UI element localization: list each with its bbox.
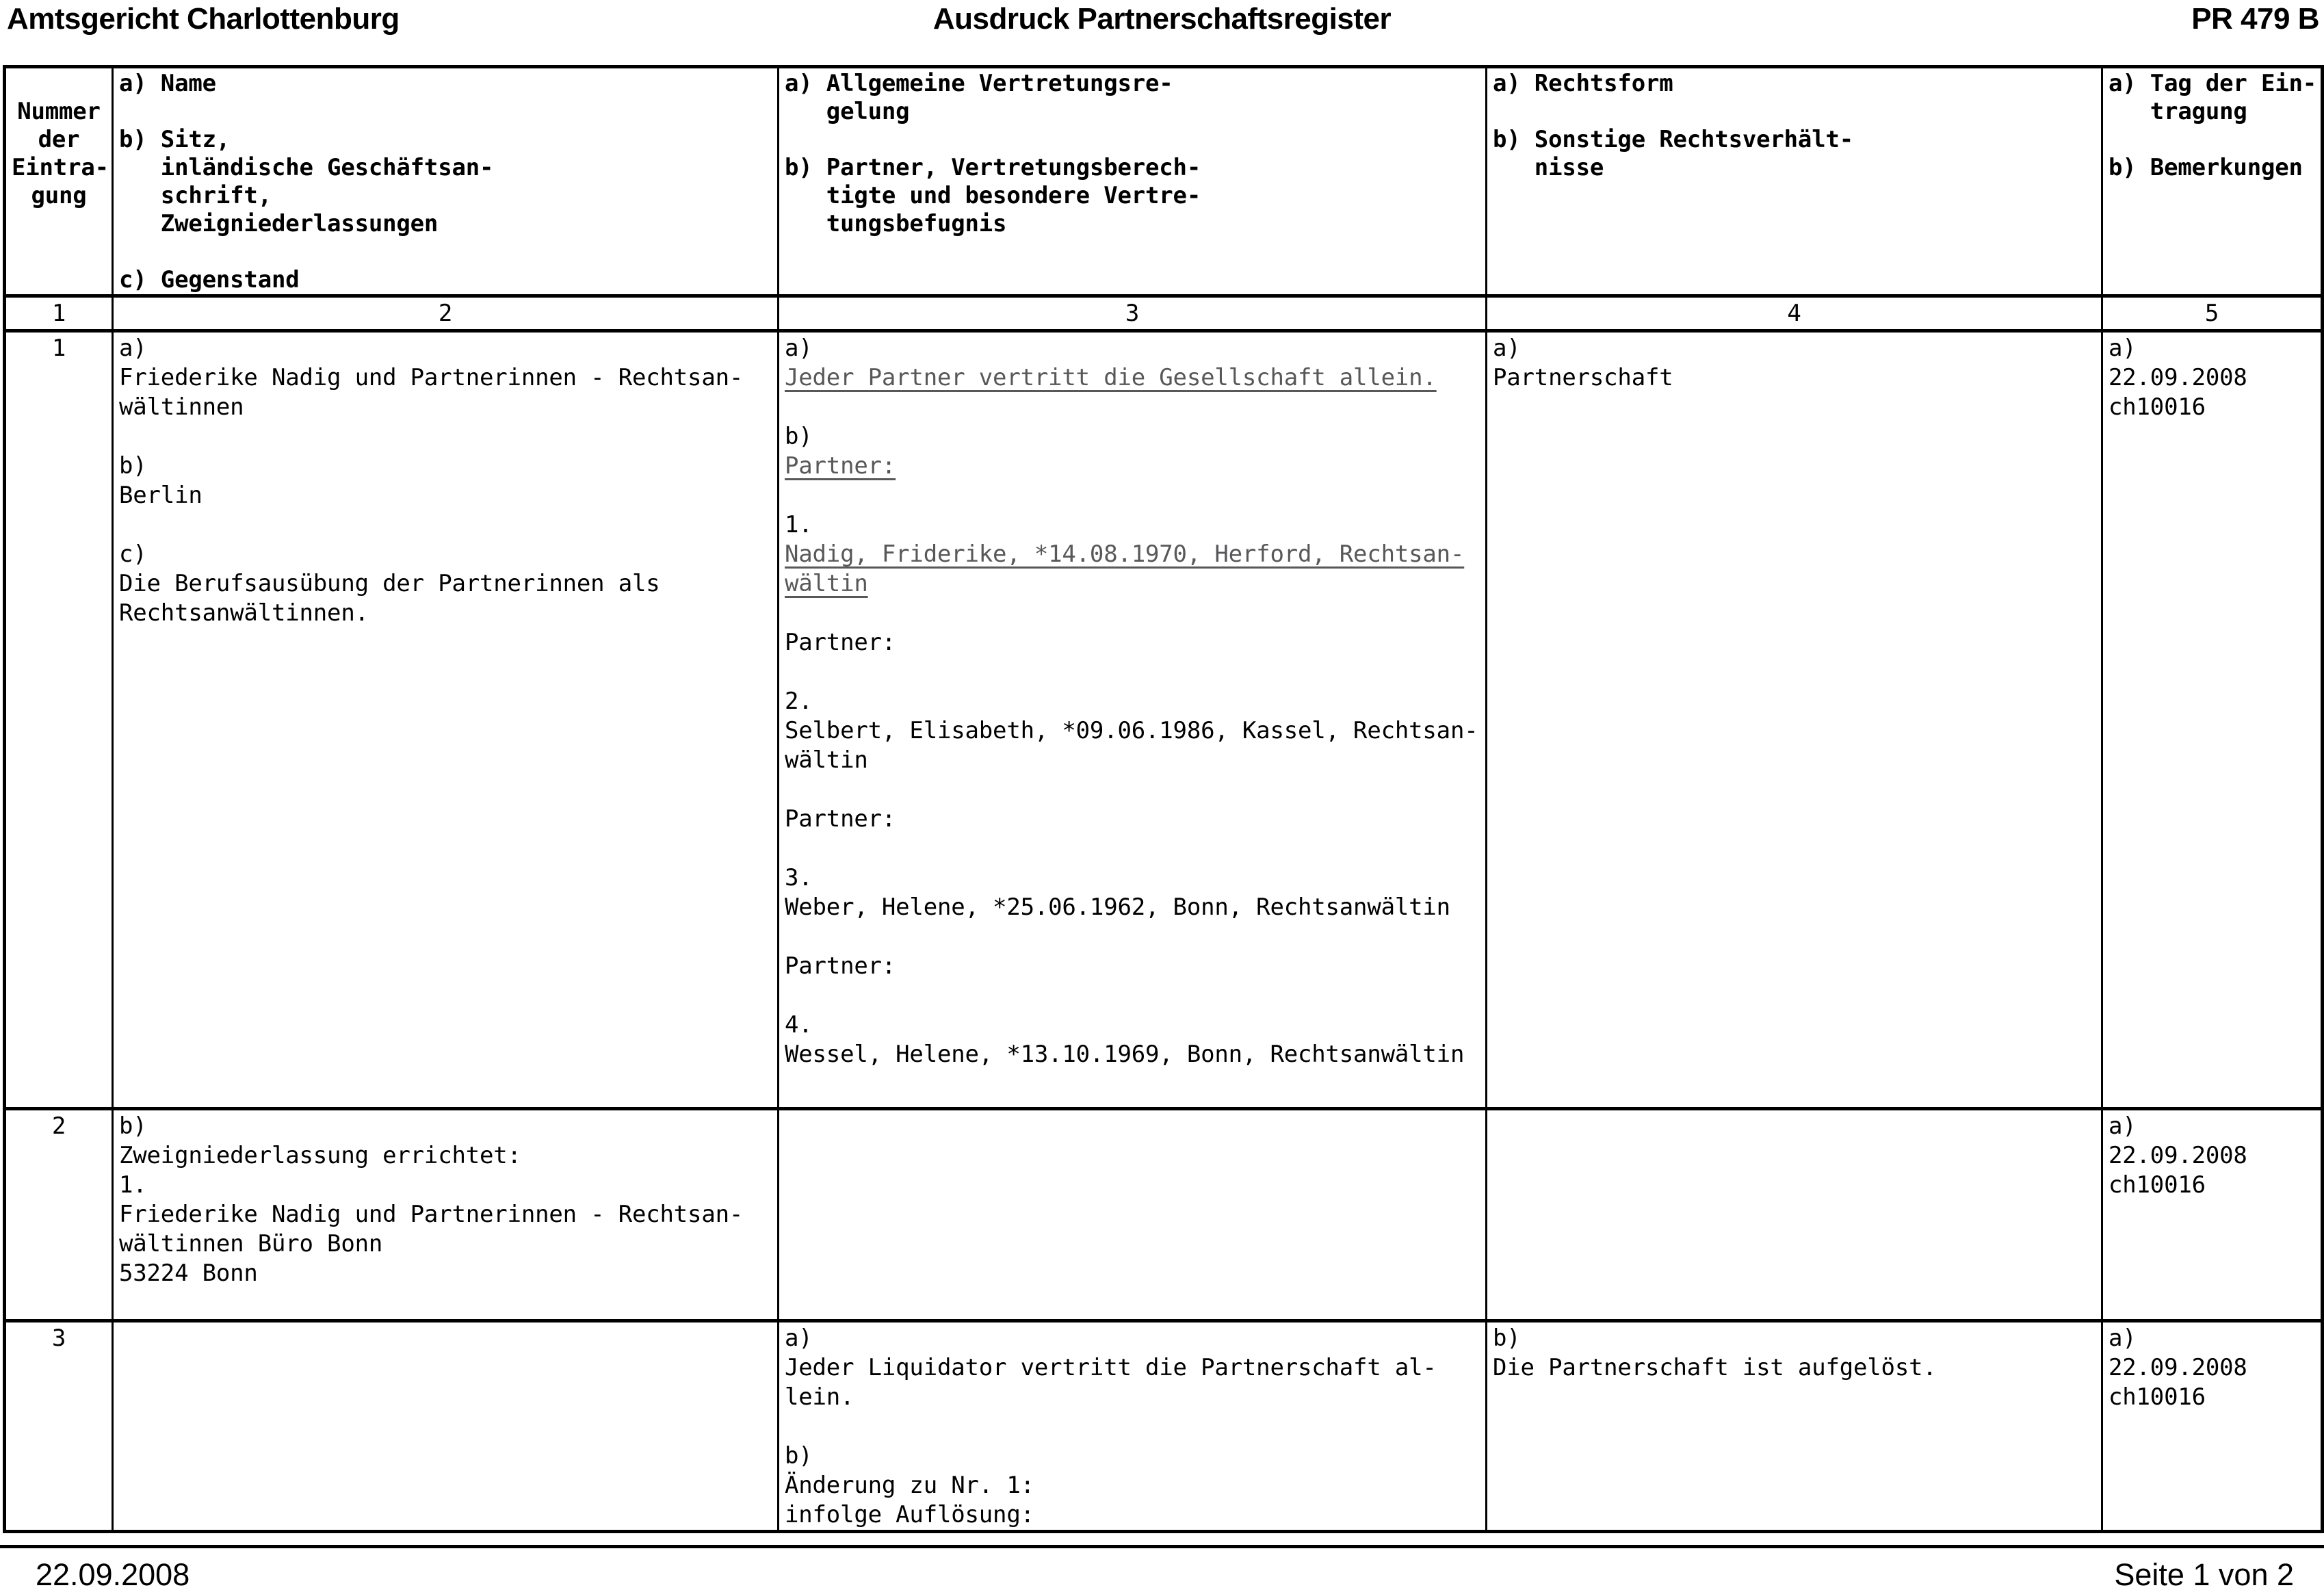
document-footer <box>0 1557 2324 1590</box>
column-number-3: 3 <box>779 296 1487 331</box>
table-row <box>5 1109 2323 1321</box>
cell-representation: a) Jeder Partner vertritt die Gesellschaft allein. b) Partner: 1. Nadig, Friderike, *14.08.1970, Herford, Rechtsan- wältin Partner: 2. Selbert, Elisabeth, *09.06.1986, Kassel, Rechtsan- wältin Partner: 3. Weber, Helene, *25.06.1962, Bonn, Rechtsanwältin Partner: 4. Wessel, Helene, *13.10.1969, Bonn, Rechtsanwältin <box>779 331 1487 1109</box>
cell-legal-form <box>1487 1109 2102 1321</box>
cell-entry-date: a) 22.09.2008 ch10016 <box>2102 331 2323 1109</box>
cell-legal-form: a) Partnerschaft <box>1487 331 2102 1109</box>
header-name-seat-object: a) Name b) Sitz, inländische Geschäftsan- schrift, Zweigniederlassungen c) Gegenstand <box>113 67 779 296</box>
cell-representation <box>779 1109 1487 1321</box>
register-table <box>3 65 2324 1533</box>
entry-number: 3 <box>5 1321 113 1532</box>
header-representation: a) Allgemeine Vertretungsre- gelung b) Partner, Vertretungsberech- tigte und besondere Vertre- tungsbefugnis <box>779 67 1487 296</box>
column-number-1: 1 <box>5 296 113 331</box>
table-header-row <box>5 67 2323 296</box>
document-header <box>0 1 2324 42</box>
footer-date: 22.09.2008 <box>36 1557 190 1590</box>
column-number-5: 5 <box>2102 296 2323 331</box>
header-legal-form: a) Rechtsform b) Sonstige Rechtsverhält- nisse <box>1487 67 2102 296</box>
document-title: Ausdruck Partnerschaftsregister <box>932 2 1392 36</box>
cell-representation: a) Jeder Liquidator vertritt die Partnerschaft al- lein. b) Änderung zu Nr. 1: infolge Auflösung: <box>779 1321 1487 1532</box>
cell-entry-date: a) 22.09.2008 ch10016 <box>2102 1109 2323 1321</box>
column-number-4: 4 <box>1487 296 2102 331</box>
table-row <box>5 331 2323 1109</box>
entry-number: 1 <box>5 331 113 1109</box>
cell-name-seat-object: a) Friederike Nadig und Partnerinnen - Rechtsan- wältinnen b) Berlin c) Die Berufsausübung der Partnerinnen als Rechtsanwältinnen. <box>113 331 779 1109</box>
header-entry-date: a) Tag der Ein- tragung b) Bemerkungen <box>2102 67 2323 296</box>
footer-divider <box>0 1545 2324 1548</box>
cell-name-seat-object: b) Zweigniederlassung errichtet: 1. Friederike Nadig und Partnerinnen - Rechtsan- wältinnen Büro Bonn 53224 Bonn <box>113 1109 779 1321</box>
form-code: PR 479 B <box>2191 2 2319 36</box>
entry-number: 2 <box>5 1109 113 1321</box>
header-entry-number: Nummer der Eintra- gung <box>5 67 113 296</box>
cell-legal-form: b) Die Partnerschaft ist aufgelöst. <box>1487 1321 2102 1532</box>
table-row <box>5 1321 2323 1532</box>
cell-entry-date: a) 22.09.2008 ch10016 <box>2102 1321 2323 1532</box>
footer-page-number: Seite 1 von 2 <box>2114 1557 2294 1590</box>
court-name: Amtsgericht Charlottenburg <box>7 2 400 36</box>
column-number-2: 2 <box>113 296 779 331</box>
column-number-row <box>5 296 2323 331</box>
cell-name-seat-object <box>113 1321 779 1532</box>
